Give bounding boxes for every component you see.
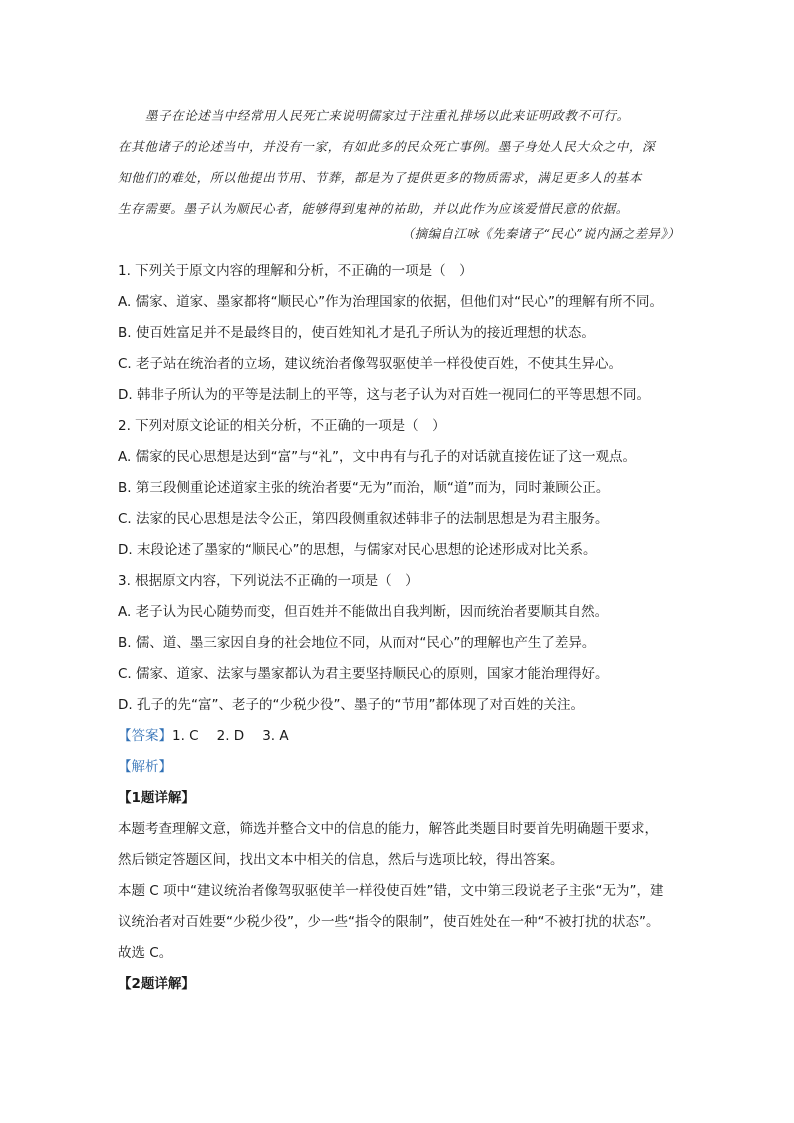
passage-source: （摘编自江咏《先秦诸子“民心”说内涵之差异》） — [401, 226, 680, 241]
passage-excerpt — [118, 100, 678, 224]
question-option: C. 老子站在统治者的立场，建议统治者像驾驭驱使羊一样役使百姓，不使其生异心。 — [118, 356, 623, 372]
question-option: B. 儒、道、墨三家因自身的社会地位不同，从而对“民心”的理解也产生了差异。 — [118, 635, 596, 651]
analysis-conclusion: 故选 C。 — [118, 945, 173, 961]
question-option: C. 儒家、道家、法家与墨家都认为君主要坚持顺民心的原则，国家才能治理得好。 — [118, 666, 609, 682]
question-stem: 1. 下列关于原文内容的理解和分析，不正确的一项是（ ） — [118, 263, 473, 279]
answer-value: 3. A — [262, 728, 289, 744]
question-option: D. 孔子的先“富”、老子的“少税少役”、墨子的“节用”都体现了对百姓的关注。 — [118, 697, 584, 713]
question-option: D. 末段论述了墨家的“顺民心”的思想，与儒家对民心思想的论述形成对比关系。 — [118, 542, 597, 558]
analysis-tag: 【解析】 — [118, 759, 172, 775]
question-option: A. 儒家、道家、墨家都将“顺民心”作为治理国家的依据，但他们对“民心”的理解有所不同。 — [118, 294, 664, 310]
question-option: A. 老子认为民心随势而变，但百姓并不能做出自我判断，因而统治者要顺其自然。 — [118, 604, 609, 620]
passage-line: 知他们的难处，所以他提出节用、节葬，都是为了提供更多的物质需求，满足更多人的基本 — [118, 170, 643, 185]
passage-line: 在其他诸子的论述当中，并没有一家，有如此多的民众死亡事例。墨子身处人民大众之中，深 — [118, 139, 656, 154]
analysis-text-line: 本题 C 项中“建议统治者像驾驭驱使羊一样役使百姓”错，文中第三段说老子主张“无为”，建 — [118, 883, 664, 899]
answer-tag: 【答案】 — [118, 728, 172, 744]
question-option: A. 儒家的民心思想是达到“富”与“礼”，文中冉有与孔子的对话就直接佐证了这一观点。 — [118, 449, 637, 465]
q1-analysis-header: 【1题详解】 — [118, 790, 195, 806]
question-stem: 2. 下列对原文论证的相关分析，不正确的一项是（ ） — [118, 418, 446, 434]
answer-value: 2. D — [216, 728, 245, 744]
passage-line: 墨子在论述当中经常用人民死亡来说明儒家过于注重礼排场以此来证明政教不可行。 — [145, 108, 630, 123]
analysis-text-line: 议统治者对百姓要“少税少役”，少一些“指令的限制”，使百姓处在一种“不被打扰的状态”。 — [118, 914, 660, 930]
answer-line — [118, 721, 680, 752]
questions-and-answers — [118, 256, 680, 1000]
question-option: D. 韩非子所认为的平等是法制上的平等，这与老子认为对百姓一视同仁的平等思想不同。 — [118, 387, 650, 403]
passage-line: 生存需要。墨子认为顺民心者，能够得到鬼神的祐助，并以此作为应该爱惜民意的依据。 — [118, 201, 629, 216]
question-option: B. 第三段侧重论述道家主张的统治者要“无为”而治，顺“道”而为，同时兼顾公正。 — [118, 480, 610, 496]
q2-analysis-header: 【2题详解】 — [118, 976, 195, 992]
answer-value: 1. C — [172, 728, 199, 744]
question-option: B. 使百姓富足并不是最终目的，使百姓知礼才是孔子所认为的接近理想的状态。 — [118, 325, 595, 341]
question-option: C. 法家的民心思想是法令公正，第四段侧重叙述韩非子的法制思想是为君主服务。 — [118, 511, 609, 527]
analysis-text-line: 本题考查理解文意，筛选并整合文中的信息的能力，解答此类题目时要首先明确题干要求， — [118, 821, 658, 837]
analysis-text-line: 然后锁定答题区间，找出文本中相关的信息，然后与选项比较，得出答案。 — [118, 852, 564, 868]
question-stem: 3. 根据原文内容，下列说法不正确的一项是（ ） — [118, 573, 419, 589]
